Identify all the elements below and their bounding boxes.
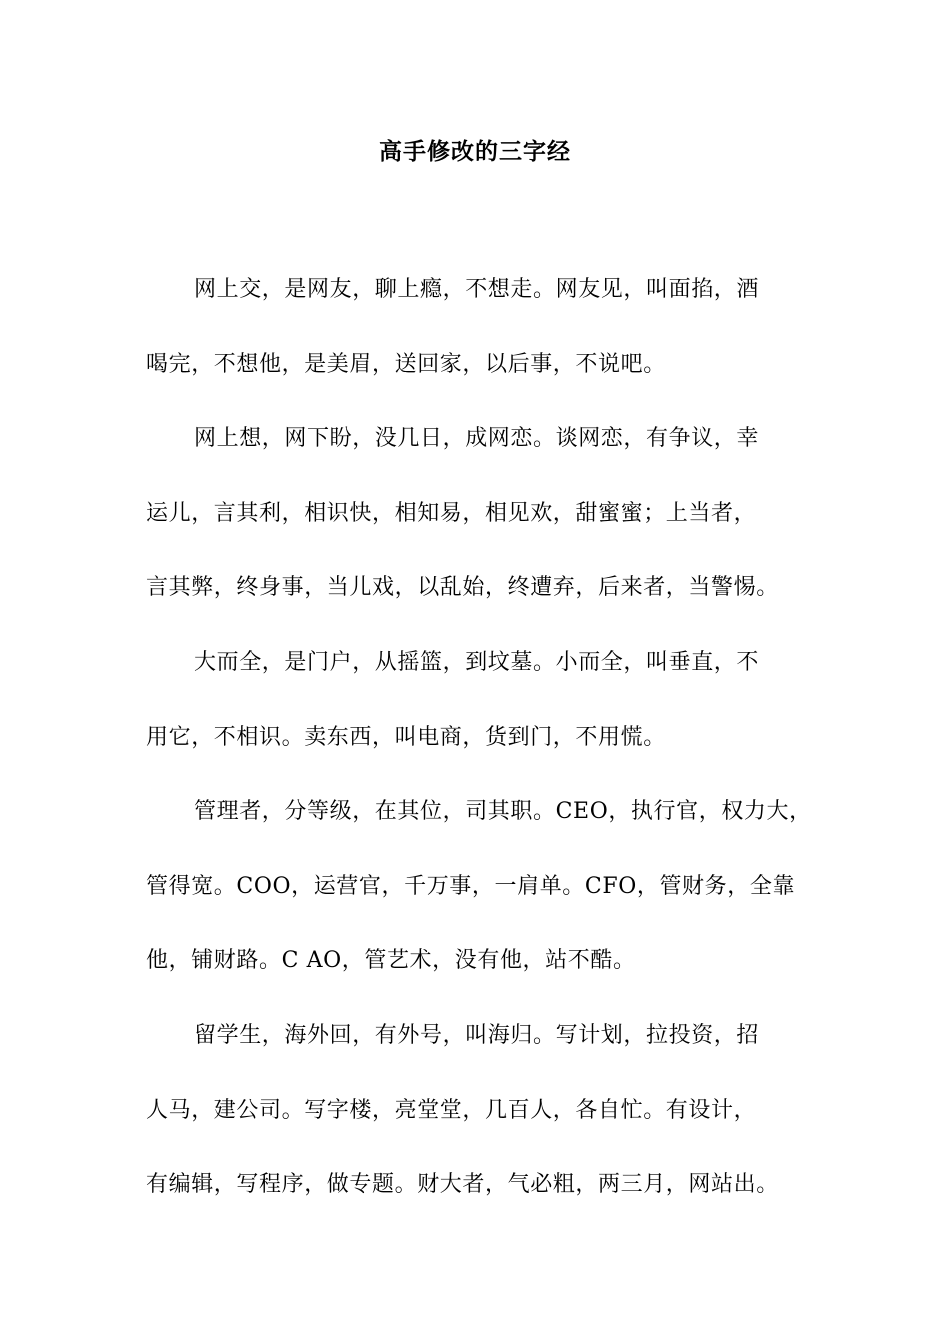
paragraph-1 <box>146 253 826 402</box>
paragraph-line: 人马，建公司。写字楼，亮堂堂，几百人，各自忙。有设计， <box>146 1097 757 1123</box>
paragraph-line: 管得宽。COO，运营官，千万事，一肩单。CFO，管财务，全靠 <box>146 873 796 899</box>
paragraph-line: 留学生，海外回，有外号，叫海归。写计划，拉投资，招 <box>194 1022 760 1048</box>
paragraph-4 <box>146 775 826 999</box>
paragraph-line: 有编辑，写程序，做专题。财大者，气必粗，两三月，网站出。 <box>146 1172 779 1198</box>
paragraph-line: 言其弊，终身事，当儿戏，以乱始，终遭弃，后来者，当警惕。 <box>146 575 779 601</box>
paragraph-line: 网上想，网下盼，没几日，成网恋。谈网恋，有争议，幸 <box>194 426 760 452</box>
paragraph-5 <box>146 999 826 1223</box>
paragraph-line: 运儿，言其利，相识快，相知易，相见欢，甜蜜蜜；上当者， <box>146 500 757 526</box>
paragraph-line: 网上交，是网友，聊上瘾，不想走。网友见，叫面掐，酒 <box>194 277 760 302</box>
paragraph-line: 用它，不相识。卖东西，叫电商，货到门，不用慌。 <box>146 724 666 750</box>
paragraph-line: 喝完，不想他，是美眉，送回家，以后事，不说吧。 <box>146 351 666 377</box>
paragraph-line: 大而全，是门户，从摇篮，到坟墓。小而全，叫垂直，不 <box>194 649 760 675</box>
paragraph-line: 管理者，分等级，在其位，司其职。CEO，执行官，权力大， <box>194 799 812 825</box>
paragraph-line: 他，铺财路。C AO，管艺术，没有他，站不酷。 <box>146 948 636 974</box>
document-title: 高手修改的三字经 <box>379 138 571 165</box>
document-body <box>146 253 826 1223</box>
paragraph-2 <box>146 402 826 626</box>
paragraph-3 <box>146 626 826 775</box>
